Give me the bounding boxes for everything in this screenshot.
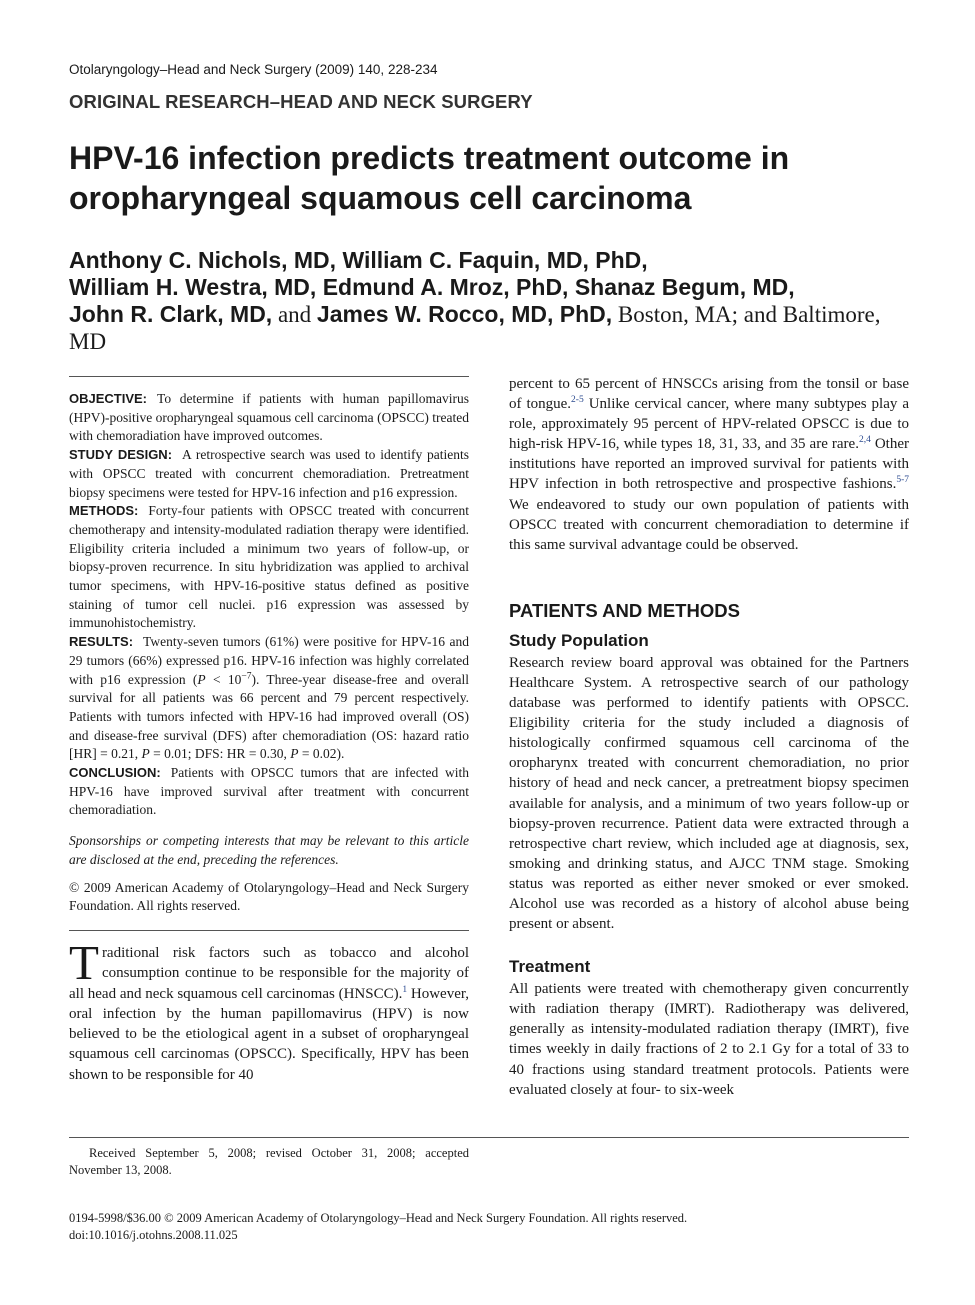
title-line-1: HPV-16 infection predicts treatment outcome in bbox=[69, 140, 790, 176]
intro-continuation: percent to 65 percent of HNSCCs arising from the tonsil or base of tongue.$^{2-5}$ Unlike cervical cancer, where many subtypes play a role, approximately 95 percent of HPV-related OPSCC is due to high-risk HPV-16, while types 18, 31, 33, and 35 are rare.$^{2,4}$ Other institutions have reported an improved survival for patients with HPV infection in both retrospective and prospective fashions.$^{5-7}$ We endeavored to study our own population of patients with OPSCC treated with concurrent chemoradiation to determine if this same survival advantage could be observed. bbox=[509, 376, 909, 553]
sponsorship-note: Sponsorships or competing interests that may be relevant to this article are disclosed at the end, preceding the references. bbox=[69, 833, 469, 867]
conclusion-label: CONCLUSION: bbox=[69, 765, 161, 781]
subsection-heading: Study Population bbox=[509, 630, 649, 650]
issn-line: 0194-5998/$36.00 © 2009 American Academy of Otolaryngology–Head and Neck Surgery Foundation. All rights reserved. bbox=[69, 1211, 688, 1225]
drop-cap: T bbox=[69, 934, 99, 990]
results-label: RESULTS: bbox=[69, 634, 134, 650]
title-line-2: oropharyngeal squamous cell carcinoma bbox=[69, 180, 692, 216]
abstract-top-rule bbox=[69, 376, 469, 377]
treatment-text: All patients were treated with chemotherapy given concurrently with radiation therapy (IMRT). Radiotherapy was delivered, generally as intensity-modulated radiation therapy (IMRT), five times weekly in daily fractions of 2 to 2.1 Gy for a total of 33 to 40 fractions using standard treatment protocols. Patients were evaluated closely at four- to six-week bbox=[509, 981, 909, 1098]
journal-citation: Otolaryngology–Head and Neck Surgery (2009) 140, 228-234 bbox=[69, 62, 438, 77]
left-column bbox=[69, 376, 469, 1085]
doi-line[interactable]: doi:10.1016/j.otohns.2008.11.025 bbox=[69, 1228, 238, 1242]
study-population-text: Research review board approval was obtained for the Partners Healthcare System. A retrospective search of our pathology database was performed to identify patients with OPSCC. Eligibility criteria for the study included a diagnosis of histologically confirmed squamous cell carcinoma of the oropharynx treated with concurrent chemoradiation, no prior history of head and neck cancer, a pretreatment biopsy specimen available for analysis, and a minimum of two years follow-up or biopsy-proven recurrence. Patient data were extracted through a retrospective chart review, which included age at diagnosis, sex, smoking and drinking status, and AJCC TNM stage. Smoking status was reported as either never smoked or ever smoked. Alcohol use was recorded as a history of alcohol abuse being present or absent. bbox=[509, 654, 909, 933]
citation-link[interactable]: 2,4 bbox=[858, 435, 871, 446]
citation-link[interactable]: 1 bbox=[402, 984, 408, 995]
right-column bbox=[509, 374, 909, 1100]
and-word: and bbox=[277, 302, 312, 327]
subsection-heading: Treatment bbox=[509, 957, 591, 977]
section-label: ORIGINAL RESEARCH–HEAD AND NECK SURGERY bbox=[69, 91, 533, 112]
abstract-copyright: © 2009 American Academy of Otolaryngology–Head and Neck Surgery Foundation. All rights reserved. bbox=[69, 879, 469, 914]
abstract-results: RESULTS: Twenty-seven tumors (61%) were positive for HPV-16 and 29 tumors (66%) expressed p16. HPV-16 infection was highly correlated with p16 expression $(P < 10^{-7})$. Three-year disease-free and overall survival for all patients was 66 percent and 79 percent respectively. Patients with tumors infected with HPV-16 had improved overall (OS) and disease-free survival (DFS) after chemoradiation (OS: hazard ratio [HR] = 0.21, P = 0.01; DFS: HR = 0.30, P = 0.02). bbox=[69, 634, 469, 762]
objective-label: OBJECTIVE: bbox=[69, 391, 148, 406]
author-rocco: James W. Rocco, MD, PhD, bbox=[316, 301, 613, 327]
authors-line-2: William H. Westra, MD, Edmund A. Mroz, PhD, Shanaz Begum, MD, bbox=[69, 274, 795, 300]
author-locations: Boston, MA; and Baltimore, MD bbox=[69, 302, 881, 354]
intro-paragraph: Traditional risk factors such as tobacco and alcohol consumption continue to be responsible for the majority of all head and neck squamous cell carcinomas (HNSCC).$^1$ However, oral infection by the human papillomavirus (HPV) is now believed to be the etiological agent in a subset of oropharyngeal squamous cell carcinomas (OPSCC). Specifically, HPV has been shown to be responsible for 40 bbox=[69, 934, 469, 1083]
received-dates: Received September 5, 2008; revised October 31, 2008; accepted November 13, 2008. bbox=[69, 1146, 469, 1177]
methods-label: METHODS: bbox=[69, 503, 139, 519]
study-design-label: STUDY DESIGN: bbox=[69, 447, 173, 463]
citation-link[interactable]: 2-5 bbox=[571, 395, 584, 406]
abstract-bottom-rule bbox=[69, 930, 469, 931]
author-list bbox=[69, 247, 909, 355]
author-clark: John R. Clark, MD, bbox=[69, 301, 273, 327]
abstract-study-design: STUDY DESIGN: A retrospective search was used to identify patients with OPSCC treated with concurrent chemoradiation. Pretreatment biopsy specimens were tested for HPV-16 infection and p16 expression. bbox=[69, 447, 469, 500]
abstract-conclusion: CONCLUSION: Patients with OPSCC tumors that are infected with HPV-16 have improved survival after treatment with concurrent chemoradiation. bbox=[69, 765, 469, 818]
authors-line-1: Anthony C. Nichols, MD, William C. Faquin, MD, PhD, bbox=[69, 247, 648, 273]
citation-link[interactable]: 5-7 bbox=[896, 475, 909, 486]
section-heading: PATIENTS AND METHODS bbox=[509, 599, 740, 621]
abstract bbox=[69, 390, 469, 916]
footnote-rule bbox=[69, 1137, 909, 1138]
abstract-methods: METHODS: Forty-four patients with OPSCC treated with concurrent chemotherapy and intensity-modulated radiation therapy were identified. Eligibility criteria included a minimum two years of follow-up, or biopsy-proven recurrence. In situ hybridization was applied to archival tumor specimens, with HPV-16-positive status defined as positive staining of tumor cell nuclei. p16 expression was assessed by immunohistochemistry. bbox=[69, 503, 469, 631]
introduction bbox=[69, 934, 469, 1085]
article-title bbox=[69, 138, 909, 218]
publication-info bbox=[69, 1210, 687, 1244]
abstract-objective: OBJECTIVE: To determine if patients with human papillomavirus (HPV)-positive oropharyngeal squamous cell carcinoma (OPSCC) treated with chemoradiation have improved outcomes. bbox=[69, 391, 469, 444]
